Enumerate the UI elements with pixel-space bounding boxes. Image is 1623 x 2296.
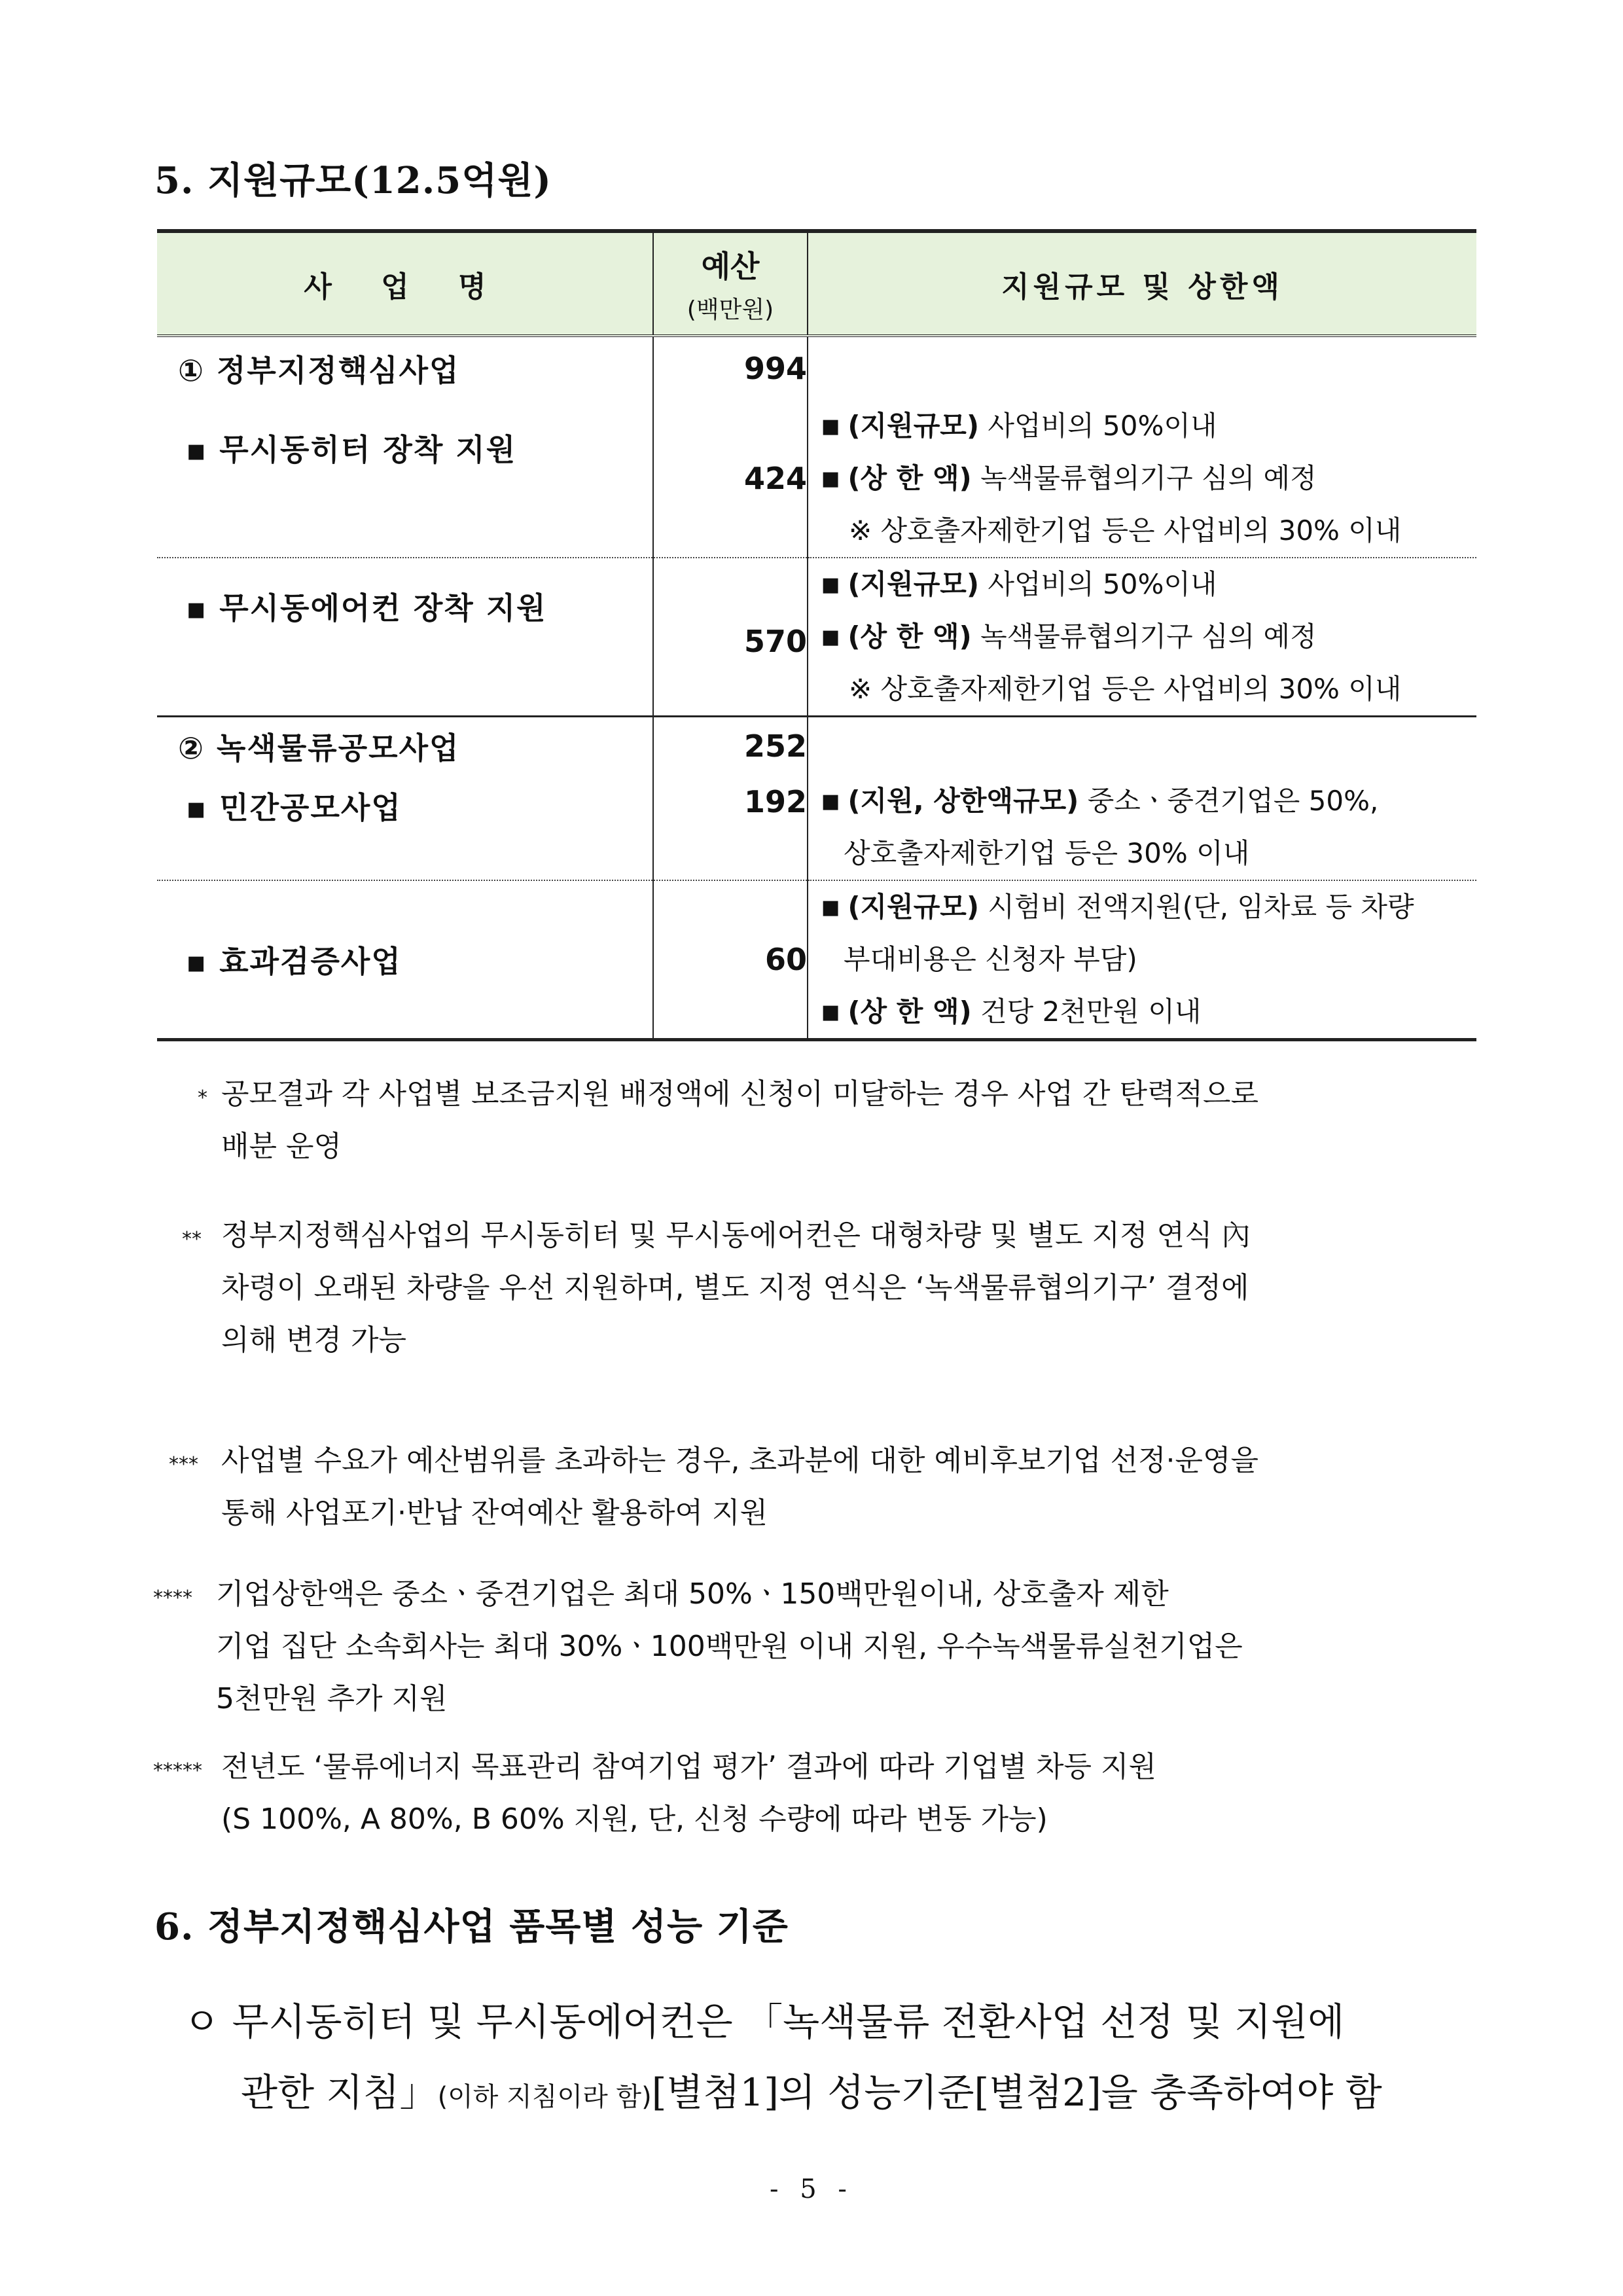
item-name: ▪ 무시동에어컨 장착 지원 xyxy=(157,558,653,717)
bullet-icon: ■ xyxy=(821,896,840,919)
footnote-line: 5천만원 추가 지원 xyxy=(216,1682,448,1715)
bullet-icon: ■ xyxy=(821,415,840,438)
table-header-row xyxy=(157,231,1476,336)
support-line: ■ (지원규모) 시험비 전액지원(단, 임차료 등 차량 xyxy=(821,891,1414,923)
item-budget: 60 xyxy=(653,880,808,1040)
item-support xyxy=(808,558,1476,717)
support-line: ■ (상 한 액) 건당 2천만원 이내 xyxy=(821,996,1202,1028)
table-row xyxy=(157,717,1476,776)
footnote xyxy=(169,1435,1258,1539)
parenthetical-note: (이하 지침이라 함) xyxy=(437,2082,652,2112)
group-name: ② 녹색물류공모사업 xyxy=(157,717,653,776)
bullet-icon: ■ xyxy=(821,467,840,490)
item-support xyxy=(808,400,1476,558)
footnote-line: 의해 변경 가능 xyxy=(221,1323,406,1357)
section-5-heading: 5. 지원규모(12.5억원) xyxy=(154,159,552,202)
item-budget: 424 xyxy=(653,400,808,558)
footnote-mark: **** xyxy=(153,1587,192,1609)
support-table xyxy=(157,229,1476,1041)
header-project-name: 사 업 명 xyxy=(157,231,653,336)
header-budget xyxy=(653,231,808,336)
table-row xyxy=(157,880,1476,1040)
page-number: - 5 - xyxy=(770,2174,853,2204)
support-line: 상호출자제한기업 등은 30% 이내 xyxy=(844,837,1250,869)
footnote-line: 배분 운영 xyxy=(221,1130,342,1163)
item-name: ▪ 효과검증사업 xyxy=(157,880,653,1040)
item-support xyxy=(808,775,1476,880)
bullet-icon: ■ xyxy=(821,790,840,813)
group-name: ① 정부지정핵심사업 xyxy=(178,353,460,388)
section-6-heading: 6. 정부지정핵심사업 품목별 성능 기준 xyxy=(154,1905,789,1948)
footnote-mark: ***** xyxy=(153,1759,202,1782)
paragraph-line: 관한 지침」(이하 지침이라 함)[별첨1]의 성능기준[별첨2]을 충족하여야 함 xyxy=(241,2070,1382,2115)
support-line: 부대비용은 신청자 부담) xyxy=(844,943,1137,975)
paragraph-line: ㅇ 무시동히터 및 무시동에어컨은 「녹색물류 전환사업 선정 및 지원에 xyxy=(183,2000,1345,2044)
support-line: ■ (상 한 액) 녹색물류협의기구 심의 예정 xyxy=(821,620,1317,653)
header-budget-label: 예산 xyxy=(701,249,760,284)
support-line: ■ (지원규모) 사업비의 50%이내 xyxy=(821,410,1217,442)
table-row xyxy=(157,775,1476,880)
footnote-line: 차령이 오래된 차량을 우선 지원하며, 별도 지정 연식은 ‘녹색물류협의기구’ 결정에 xyxy=(221,1271,1249,1304)
footnote-line: 기업상한액은 중소ㆍ중견기업은 최대 50%ㆍ150백만원이내, 상호출자 제한 xyxy=(216,1577,1169,1611)
footnote-mark: *** xyxy=(169,1453,198,1476)
footnote-mark: * xyxy=(198,1086,207,1109)
support-line: ■ (지원, 상한액규모) 중소ㆍ중견기업은 50%, xyxy=(821,785,1379,817)
footnote-line: 전년도 ‘물류에너지 목표관리 참여기업 평가’ 결과에 따라 기업별 차등 지원 xyxy=(221,1750,1156,1784)
item-support xyxy=(808,880,1476,1040)
support-line: ※ 상호출자제한기업 등은 사업비의 30% 이내 xyxy=(849,514,1402,547)
footnote-line: 통해 사업포기·반납 잔여예산 활용하여 지원 xyxy=(221,1496,768,1530)
group-budget: 252 xyxy=(653,717,808,776)
group-budget: 994 xyxy=(653,336,808,400)
footnote-mark: ** xyxy=(182,1228,202,1251)
table-row xyxy=(157,558,1476,717)
footnote-line: 공모결과 각 사업별 보조금지원 배정액에 신청이 미달하는 경우 사업 간 탄력적으로 xyxy=(221,1077,1258,1111)
footnote-line: (S 100%, A 80%, B 60% 지원, 단, 신청 수량에 따라 변동 가능) xyxy=(221,1803,1048,1836)
bullet-icon: ■ xyxy=(821,573,840,596)
header-budget-unit: (백만원) xyxy=(687,296,774,323)
item-name: ▪ 민간공모사업 xyxy=(186,790,402,825)
header-support: 지원규모 및 상한액 xyxy=(808,231,1476,336)
footnote xyxy=(198,1068,1258,1173)
footnote-line: 기업 집단 소속회사는 최대 30%ㆍ100백만원 이내 지원, 우수녹색물류실천기업은 xyxy=(216,1630,1243,1663)
item-budget: 570 xyxy=(653,558,808,717)
table-row xyxy=(157,336,1476,400)
bullet-icon: ■ xyxy=(821,626,840,649)
footnote xyxy=(153,1568,1243,1725)
support-line: ■ (상 한 액) 녹색물류협의기구 심의 예정 xyxy=(821,462,1317,494)
footnote xyxy=(153,1741,1156,1846)
support-line: ■ (지원규모) 사업비의 50%이내 xyxy=(821,568,1217,600)
item-name: ▪ 무시동히터 장착 지원 xyxy=(186,432,517,467)
bullet-icon: ■ xyxy=(821,1001,840,1024)
footnote-line: 사업별 수요가 예산범위를 초과하는 경우, 초과분에 대한 예비후보기업 선정·운영을 xyxy=(221,1444,1258,1477)
support-line: ※ 상호출자제한기업 등은 사업비의 30% 이내 xyxy=(849,673,1402,705)
item-budget: 192 xyxy=(653,775,808,880)
footnote-line: 정부지정핵심사업의 무시동히터 및 무시동에어컨은 대형차량 및 별도 지정 연식 內 xyxy=(221,1219,1251,1252)
table-row xyxy=(157,400,1476,558)
footnote xyxy=(182,1210,1251,1367)
